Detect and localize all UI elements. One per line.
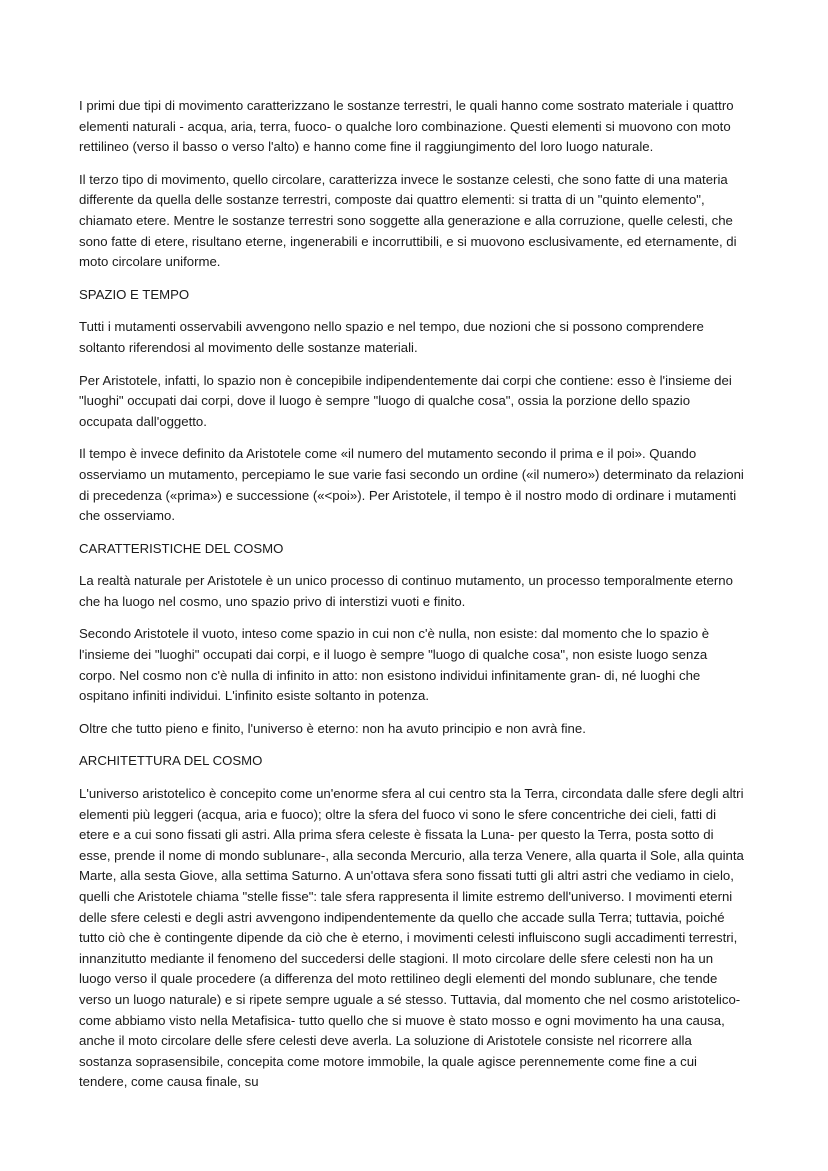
heading-caratteristiche-cosmo: CARATTERISTICHE DEL COSMO	[79, 540, 284, 556]
paragraph-movimento-circolare: Il terzo tipo di movimento, quello circolare, caratterizza invece le sostanze celesti, che sono fatte di una materia differente da quella delle sostanze terrestri, composte dai quattro elementi: si tratta di un "quinto elemento", chiamato etere. Mentre le sostanze terrestri sono soggette alla generazione e alla corruzione, quelle celesti, che sono fatte di etere, risultano eterne, ingenerabili e incorruttibili, e si muovono esclusivamente, ed eternamente, di moto circolare uniforme.	[79, 171, 737, 270]
paragraph-realta-naturale: La realtà naturale per Aristotele è un unico processo di continuo mutamento, un processo temporalmente eterno che ha luogo nel cosmo, uno spazio privo di interstizi vuoti e finito.	[79, 573, 733, 609]
paragraph-architettura: L'universo aristotelico è concepito come un'enorme sfera al cui centro sta la Terra, circondata dalle sfere degli altri elementi più leggeri (acqua, aria e fuoco); oltre la sfera del fuoco vi sono le sfere concentriche dei cieli, fatti di etere e a cui sono fissati gli astri. Alla prima sfera celeste è fissata la Luna- per questo la Terra, posta sotto di esse, prende il nome di mondo sublunare-, alla seconda Mercurio, alla terza Venere, alla quarta il Sole, alla quinta Marte, alla sesta Giove, alla settima Saturno. A un'ottava sfera sono fissati tutti gli altri astri che vediamo in cielo, quelli che Aristotele chiama "stelle fisse": tale sfera rappresenta il limite estremo dell'universo. I movimenti eterni delle sfere celesti e degli astri avvengono indipendentemente da quello che accade sulla Terra; tuttavia, poiché tutto ciò che è contingente dipende da ciò che è eterno, i movimenti celesti influiscono sugli accadimenti terrestri, innanzitutto mediante il fenomeno del succedersi delle stagioni. Il moto circolare delle sfere celesti non ha un luogo verso il quale procedere (a differenza del moto rettilineo degli elementi del mondo sublunare, che tende verso un luogo naturale) e si ripete sempre uguale a sé stesso. Tuttavia, dal momento che nel cosmo aristotelico- come abbiamo visto nella Metafisica- tutto quello che si muove è stato mosso e ogni movimento ha una causa, anche il moto circolare delle sfere celesti deve averla. La soluzione di Aristotele consiste nel ricorrere alla sostanza soprasensibile, concepita come motore immobile, la quale agisce perennemente come fine a cui tendere, come causa finale, su	[79, 786, 744, 1090]
paragraph-tempo: Il tempo è invece definito da Aristotele come «il numero del mutamento secondo il prima e il poi». Quando osserviamo un mutamento, percepiamo le sue varie fasi secondo un ordine («il numero») determinato da relazioni di precedenza («prima») e successione («<poi»). Per Aristotele, il tempo è il nostro modo di ordinare i mutamenti che osserviamo.	[79, 446, 744, 524]
paragraph-mutamenti: Tutti i mutamenti osservabili avvengono nello spazio e nel tempo, due nozioni che si possono comprendere soltanto riferendosi al movimento delle sostanze materiali.	[79, 319, 704, 355]
paragraph-vuoto: Secondo Aristotele il vuoto, inteso come spazio in cui non c'è nulla, non esiste: dal momento che lo spazio è l'insieme dei "luoghi" occupati dai corpi, e il luogo è sempre "luogo di qualche cosa", non esiste luogo senza corpo. Nel cosmo non c'è nulla di infinito in atto: non esistono individui infinitamente gran- di, né luoghi che ospitano infiniti individui. L'infinito esiste soltanto in potenza.	[79, 626, 710, 704]
paragraph-universo-eterno: Oltre che tutto pieno e finito, l'universo è eterno: non ha avuto principio e non avrà fine.	[79, 720, 586, 736]
heading-spazio-tempo: SPAZIO E TEMPO	[79, 286, 190, 302]
document-page	[79, 96, 747, 1105]
paragraph-movimento-terrestre: I primi due tipi di movimento caratterizzano le sostanze terrestri, le quali hanno come sostrato materiale i quattro elementi naturali - acqua, aria, terra, fuoco- o qualche loro combinazione. Questi elementi si muovono con moto rettilineo (verso il basso o verso l'alto) e hanno come fine il raggiungimento del loro luogo naturale.	[79, 98, 734, 155]
paragraph-spazio: Per Aristotele, infatti, lo spazio non è concepibile indipendentemente dai corpi che contiene: esso è l'insieme dei "luoghi" occupati dai corpi, dove il luogo è sempre "luogo di qualche cosa", ossia la porzione dello spazio occupata dall'oggetto.	[79, 372, 732, 429]
heading-architettura-cosmo: ARCHITETTURA DEL COSMO	[79, 753, 263, 769]
